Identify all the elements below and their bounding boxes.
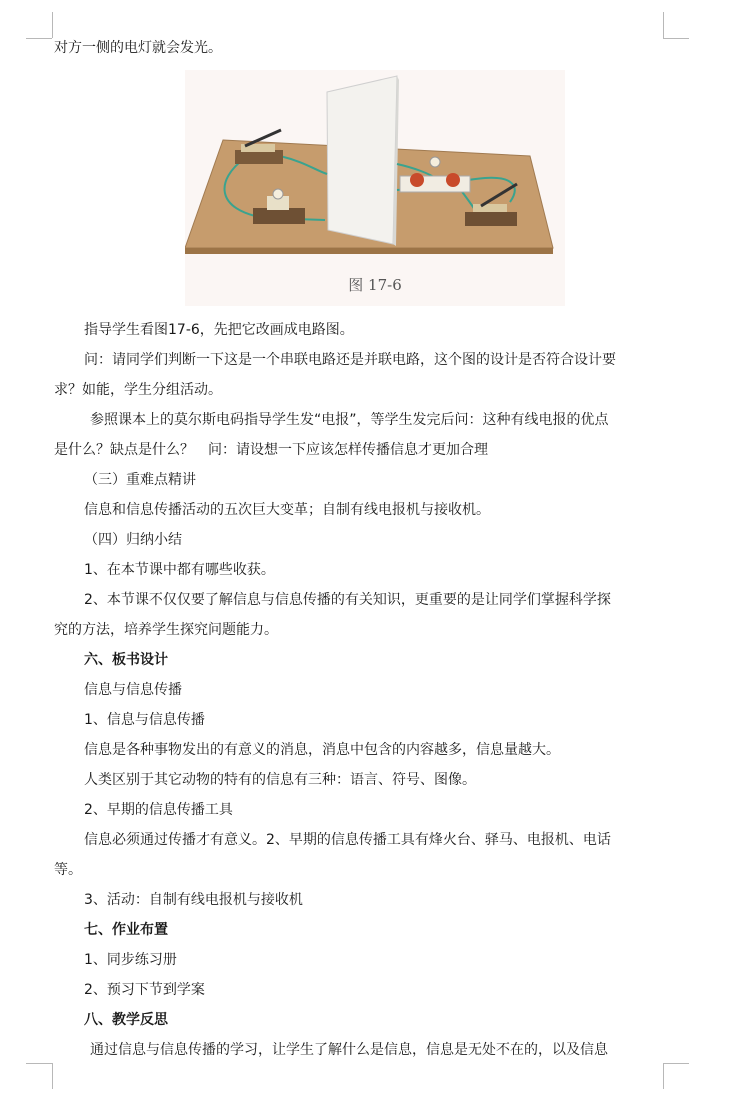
crop-mark: [663, 38, 689, 39]
crop-mark: [52, 1063, 53, 1089]
circuit-figure: [185, 70, 565, 306]
text-line: 问：请同学们判断一下这是一个串联电路还是并联电路，这个图的设计是否符合设计要: [84, 352, 616, 368]
section-heading: （四）归纳小结: [84, 532, 182, 548]
text-line: 3、活动：自制有线电报机与接收机: [84, 892, 303, 908]
text-line: 2、预习下节到学案: [84, 982, 205, 998]
text-line: 指导学生看图17-6，先把它改画成电路图。: [84, 322, 354, 338]
text-line: 1、在本节课中都有哪些收获。: [84, 562, 275, 578]
text-line: 信息与信息传播: [84, 682, 182, 698]
text-line: 求？如能，学生分组活动。: [54, 382, 222, 398]
section-heading: 七、作业布置: [84, 922, 168, 938]
text-line: 人类区别于其它动物的特有的信息有三种：语言、符号、图像。: [84, 772, 476, 788]
text-line: 参照课本上的莫尔斯电码指导学生发“电报”，等学生发完后问：这种有线电报的优点: [90, 412, 609, 428]
text-line: 1、同步练习册: [84, 952, 177, 968]
figure-caption: 图 17-6: [348, 276, 402, 294]
crop-mark: [663, 1063, 689, 1064]
section-heading: （三）重难点精讲: [84, 472, 196, 488]
text-line: 等。: [54, 862, 82, 878]
text-line: 信息必须通过传播才有意义。2、早期的信息传播工具有烽火台、驿马、电报机、电话: [84, 832, 611, 848]
section-heading: 六、板书设计: [84, 652, 168, 668]
text-line: 是什么？缺点是什么？ 问：请设想一下应该怎样传播信息才更加合理: [54, 442, 488, 458]
text-line: 对方一侧的电灯就会发光。: [54, 40, 222, 56]
text-line: 信息和信息传播活动的五次巨大变革；自制有线电报机与接收机。: [84, 502, 490, 518]
text-line: 2、本节课不仅仅要了解信息与信息传播的有关知识，更重要的是让同学们掌握科学探: [84, 592, 611, 608]
crop-mark: [26, 38, 52, 39]
text-line: 究的方法，培养学生探究问题能力。: [54, 622, 278, 638]
text-line: 通过信息与信息传播的学习，让学生了解什么是信息，信息是无处不在的，以及信息: [90, 1042, 608, 1058]
crop-mark: [663, 12, 664, 38]
text-line: 2、早期的信息传播工具: [84, 802, 233, 818]
crop-mark: [26, 1063, 52, 1064]
circuit-illustration: [185, 70, 565, 306]
text-line: 1、信息与信息传播: [84, 712, 205, 728]
text-line: 信息是各种事物发出的有意义的消息，消息中包含的内容越多，信息量越大。: [84, 742, 560, 758]
crop-mark: [52, 12, 53, 38]
section-heading: 八、教学反思: [84, 1012, 168, 1028]
crop-mark: [663, 1063, 664, 1089]
